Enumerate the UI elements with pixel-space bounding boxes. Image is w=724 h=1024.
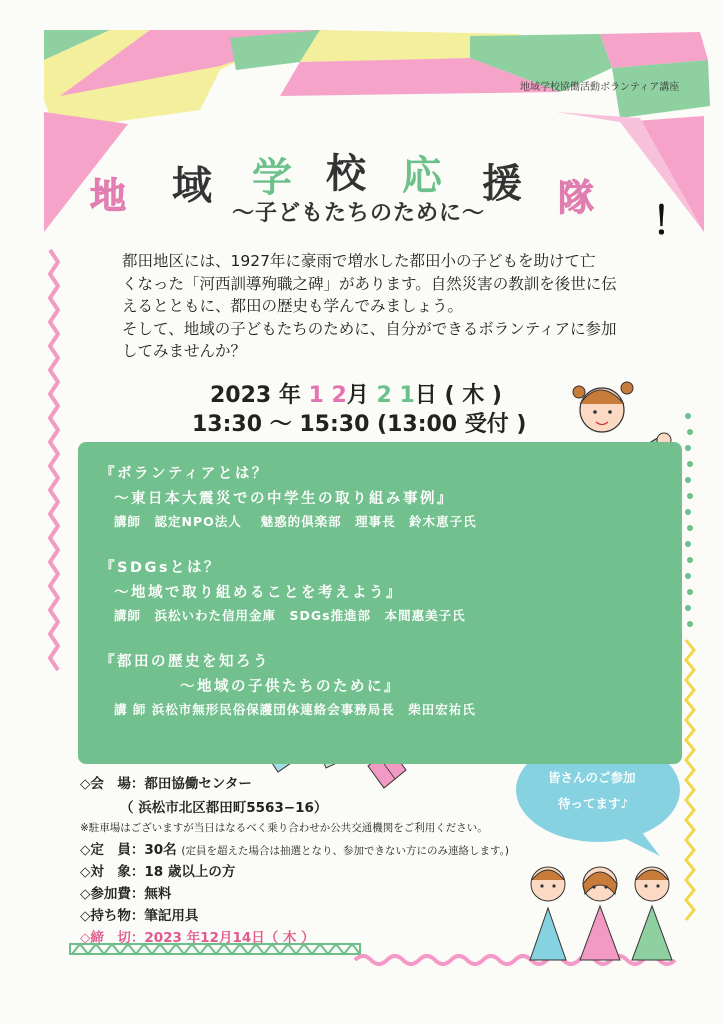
intro-line: えるとともに、都田の歴史も学んでみましょう。 [122,297,464,315]
title-char-3: 学 [252,155,292,201]
right-zigzag-yellow [686,640,694,920]
intro-line: そして、地域の子どもたちのために、自分ができるボランティアに参加 [122,319,617,338]
title-char-1: 地 [90,176,127,217]
right-dot-column [685,413,693,627]
left-zigzag-pink [50,250,58,670]
session-3 [100,650,476,718]
venue: ◇会 場：都田協働センター [80,776,252,792]
session-2 [100,556,466,624]
session-subtitle: 〜東日本大震災での中学生の取り組み事例』 [114,491,454,507]
session-lecturer: 講師 浜松いわた信用金庫 SDGs推進部 本間惠美子氏 [114,608,466,623]
subtitle: 〜子どもたちのために〜 [232,201,486,226]
belongings: ◇持ち物：筆記用具 [80,908,199,924]
event-year: 2023 年 [210,383,301,408]
target: ◇対 象：18 歳以上の方 [80,864,236,880]
title-char-4: 校 [326,151,366,197]
session-1 [100,462,477,530]
bottom-pink-wave [355,956,675,964]
exclamation-mark: ！ [652,199,691,243]
fee: ◇参加費：無料 [80,886,172,902]
event-weekday: ( 木 ) [444,383,502,408]
session-title: 『SDGsとは？ [100,560,222,576]
deadline: ◇締 切：2023 年12月14日（ 木 ） [80,930,315,946]
intro-line: くなった「河西訓導殉職之碑」があります。自然災害の教訓を後世に伝 [122,274,617,293]
bubble-line-1: 皆さんのご参加 [548,770,636,785]
title-char-2: 域 [172,163,212,209]
event-day-unit: 日 [414,383,437,408]
three-children-illustration [530,867,672,960]
capacity-value: ◇定 員：30名 [80,842,177,858]
organizer-label: 地域学校協働活動ボランティア講座 [520,82,680,93]
venue-address: （ 浜松市北区都田町5563−16） [120,800,328,816]
intro-line: 都田地区には、1927年に豪雨で増水した都田小の子どもを助けて亡 [122,252,596,270]
session-subtitle: 〜地域で取り組めることを考えよう』 [114,585,403,601]
event-day: 2 1 [376,383,415,408]
event-month: 1 2 [308,383,347,408]
session-title: 『ボランティアとは？ [100,466,269,482]
event-time: 13:30 〜 15:30 (13:00 受付 ) [192,412,527,437]
session-lecturer: 講師 認定NPO法人 魅惑的倶楽部 理事長 鈴木恵子氏 [114,514,477,529]
session-lecturer: 講 師 浜松市無形民俗保護団体連絡会事務局長 柴田宏祐氏 [114,702,476,717]
bubble-line-2: 待ってます♪ [558,796,629,811]
session-title: 『都田の歴史を知ろう [100,654,270,670]
parking-note: ※駐車場はございますが当日はなるべく乗り合わせか公共交通機関をご利用ください。 [80,822,488,834]
capacity-note: (定員を超えた場合は抽選となり、参加できない方にのみ連絡します。) [181,845,509,857]
intro-line: してみませんか？ [122,342,247,360]
title-char-7: 隊 [558,178,595,219]
event-date [210,378,502,409]
intro-paragraph [122,250,682,363]
event-month-unit: 月 [346,383,369,408]
capacity [80,838,509,858]
title-char-6: 援 [482,161,522,207]
title-char-5: 応 [402,153,442,199]
session-subtitle: 〜地域の子供たちのために』 [180,679,401,695]
